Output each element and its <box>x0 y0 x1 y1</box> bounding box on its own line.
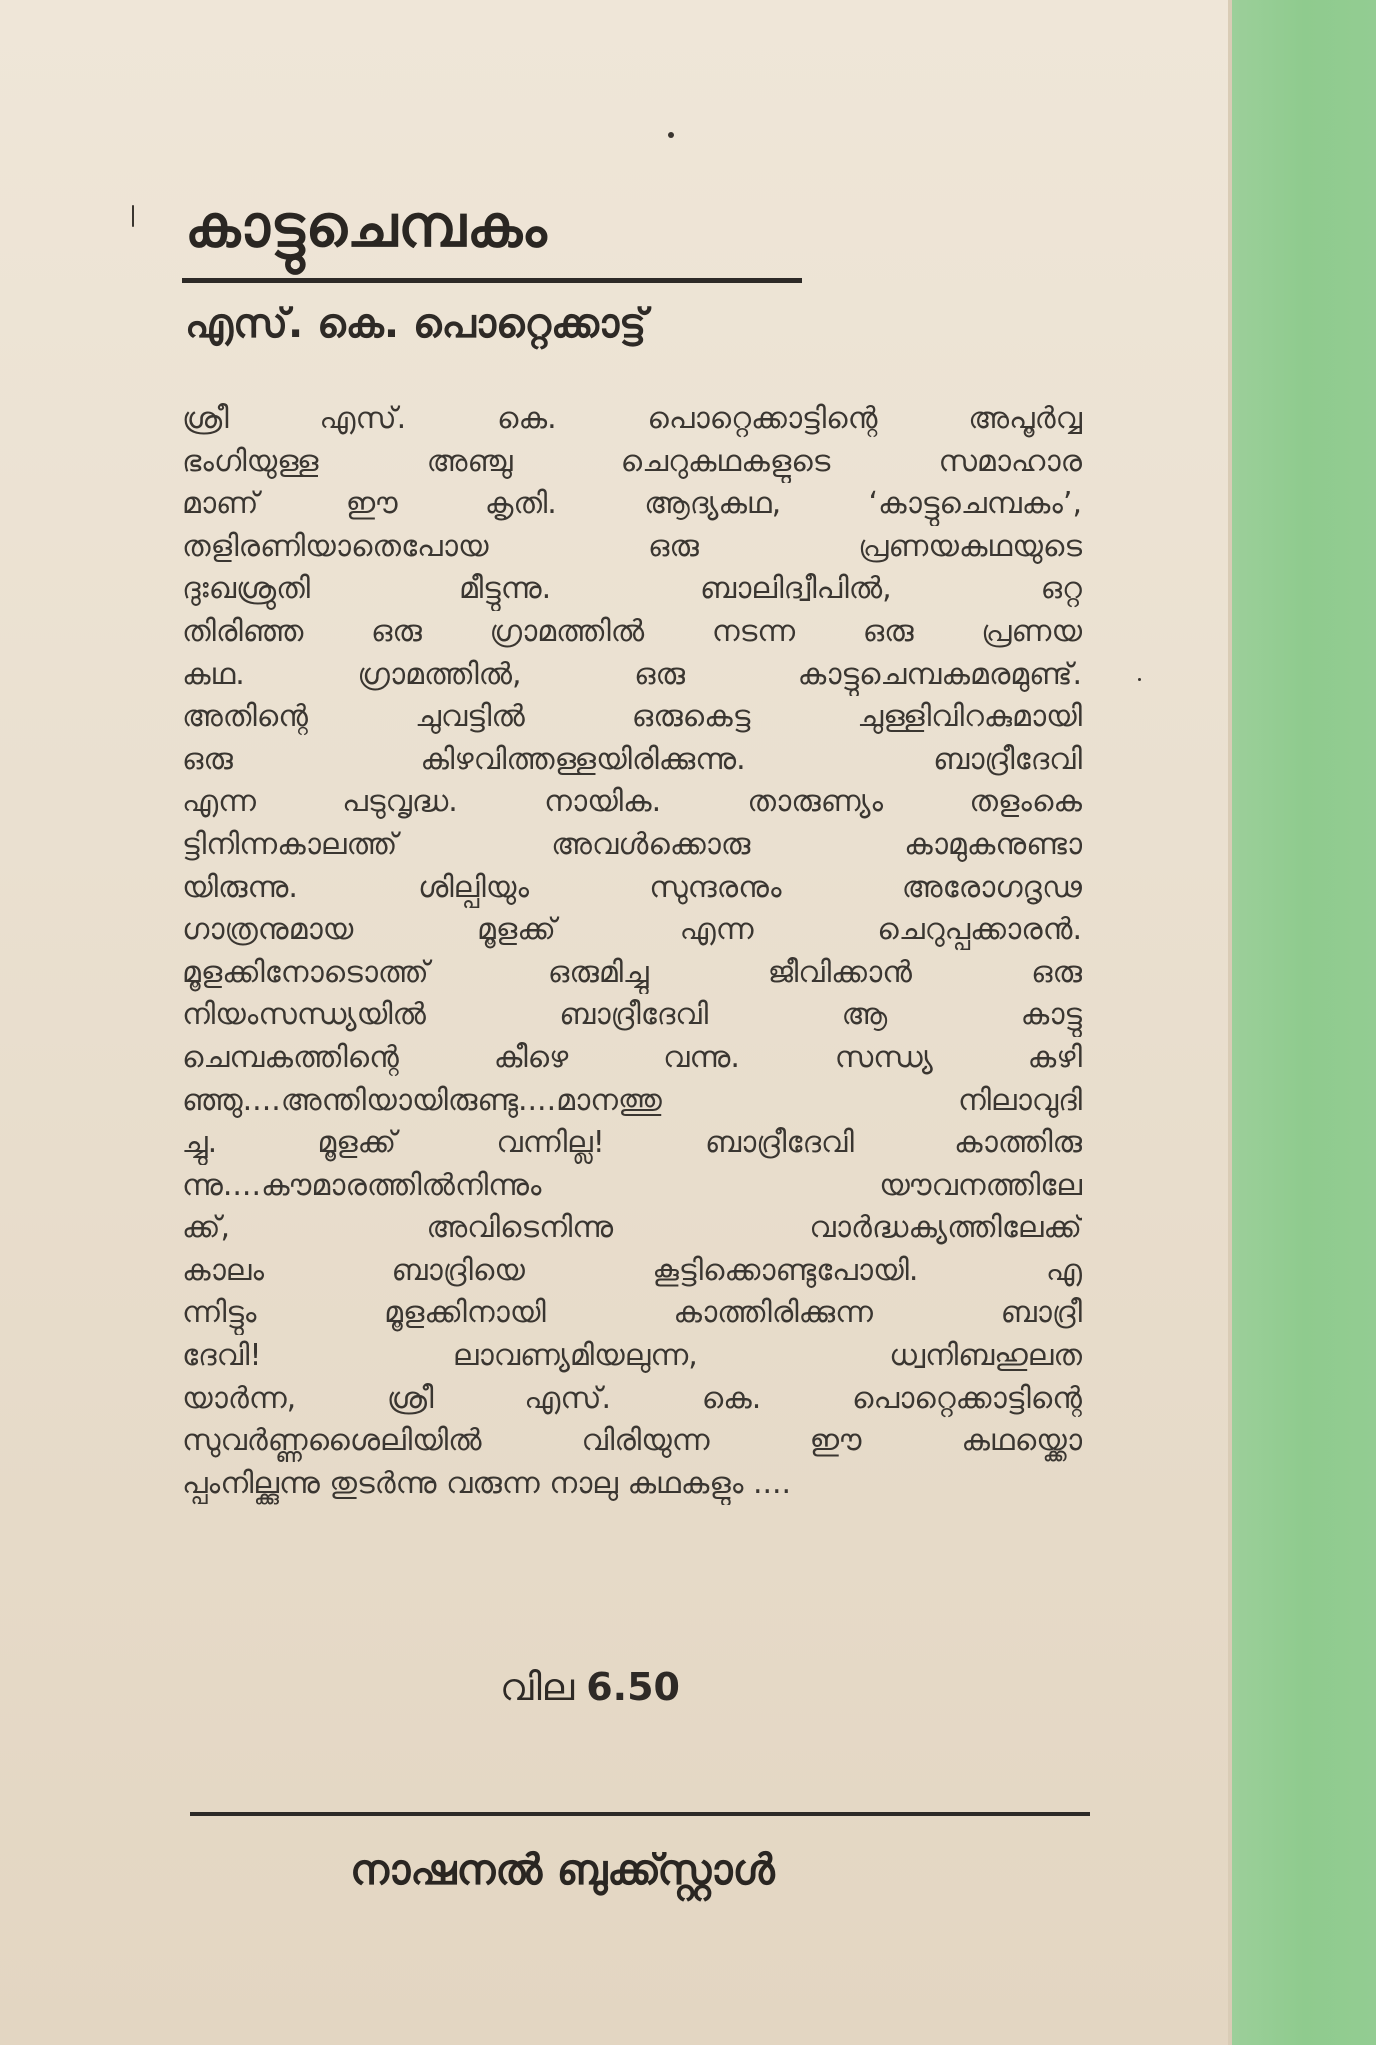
price-label: വില <box>500 1665 575 1709</box>
blurb-line: യിരുന്നു. ശില്പിയും സുന്ദരനും അരോഗദൃഢ <box>182 869 1082 905</box>
blurb-line: ദുഃഖശ്രുതി മീട്ടുന്നു. ബാലിദ്വീപിൽ, ഒറ്റ <box>182 571 1082 607</box>
blurb-line: എന്ന പടുവൃദ്ധ. നായിക. താരുണ്യം തളംകെ <box>182 784 1082 820</box>
blurb-line: ഭംഗിയുള്ള അഞ്ചു ചെറുകഥകളുടെ സമാഹാര <box>182 443 1082 479</box>
book-author: എസ്. കെ. പൊറ്റെക്കാട്ട് <box>185 301 647 347</box>
blurb-line: ന്നിട്ടും മൂളക്കിനായി കാത്തിരിക്കുന്ന ബാദ്രീ <box>182 1295 1082 1331</box>
blurb-line: ന്നു....കൗമാരത്തിൽനിന്നും യൗവനത്തിലേ <box>182 1167 1082 1203</box>
green-spine <box>1232 0 1376 2045</box>
blurb-line: യാർന്ന, ശ്രീ എസ്. കെ. പൊറ്റെക്കാട്ടിന്റെ <box>182 1380 1082 1416</box>
blurb-line: തളിരണിയാതെപോയ ഒരു പ്രണയകഥയുടെ <box>182 528 1082 564</box>
blurb-line: ച്ചു. മൂളക്ക് വന്നില്ല! ബാദ്രീദേവി കാത്തിരു <box>182 1125 1082 1161</box>
blurb-line: ചെമ്പകത്തിന്റെ കീഴെ വന്നു. സന്ധ്യ കഴി <box>182 1039 1082 1075</box>
blurb-text <box>182 398 1082 1505</box>
book-title: കാട്ടുചെമ്പകം <box>185 192 548 260</box>
paper-speck <box>668 132 674 138</box>
blurb-line: പ്പംനില്ക്കുന്നു തുടർന്നു വരുന്ന നാലു കഥകളും .... <box>182 1465 792 1501</box>
paper-speck <box>1138 678 1141 681</box>
blurb-line: കഥ. ഗ്രാമത്തിൽ, ഒരു കാട്ടുചെമ്പകമരമുണ്ട്. <box>182 656 1082 692</box>
blurb-line: തിരിഞ്ഞ ഒരു ഗ്രാമത്തിൽ നടന്ന ഒരു പ്രണയ <box>182 613 1082 649</box>
blurb-line: അതിന്റെ ചുവട്ടിൽ ഒരുകെട്ട ചുള്ളിവിറകുമായി <box>182 699 1082 735</box>
blurb-line: ട്ടിനിന്നകാലത്ത് അവൾക്കൊരു കാമുകനുണ്ടാ <box>182 826 1082 862</box>
blurb-line: ക്ക്, അവിടെനിന്നു വാർദ്ധക്യത്തിലേക്ക് <box>182 1210 1082 1246</box>
blurb-line: ഗാത്രനുമായ മൂളക്ക് എന്ന ചെറുപ്പക്കാരൻ. <box>182 912 1082 948</box>
publisher-name: നാഷനൽ ബുക്ക്സ്റ്റാൾ <box>350 1845 775 1894</box>
price <box>500 1665 680 1710</box>
blurb-line: സുവർണ്ണശൈലിയിൽ വിരിയുന്ന ഈ കഥയ്ക്കൊ <box>182 1423 1082 1459</box>
blurb-line: നിയംസന്ധ്യയിൽ ബാദ്രീദേവി ആ കാട്ടു <box>182 997 1082 1033</box>
price-value: 6.50 <box>586 1665 680 1709</box>
blurb-line: ശ്രീ എസ്. കെ. പൊറ്റെക്കാട്ടിന്റെ അപൂർവ്വ <box>182 401 1082 436</box>
publisher-divider <box>190 1812 1090 1816</box>
paper-mark <box>132 205 134 227</box>
blurb-line: ഒരു കിഴവിത്തള്ളയിരിക്കുന്നു. ബാദ്രീദേവി <box>182 741 1082 777</box>
blurb-line: ദേവി! ലാവണ്യമിയലുന്ന, ധ്വനിബഹുലത <box>182 1338 1082 1374</box>
blurb-line: ഞ്ഞു....അന്തിയായിരുണ്ടു....മാനത്തു നിലാവുദി <box>182 1082 1082 1118</box>
blurb-line: മൂളക്കിനോടൊത്ത് ഒരുമിച്ചു ജീവിക്കാൻ ഒരു <box>182 954 1082 990</box>
blurb-line: കാലം ബാദ്രിയെ കൂട്ടിക്കൊണ്ടുപോയി. എ <box>182 1252 1082 1288</box>
blurb-line: മാണ് ഈ കൃതി. ആദ്യകഥ, ‘കാട്ടുചെമ്പകം’, <box>182 486 1082 522</box>
title-divider <box>182 278 802 283</box>
